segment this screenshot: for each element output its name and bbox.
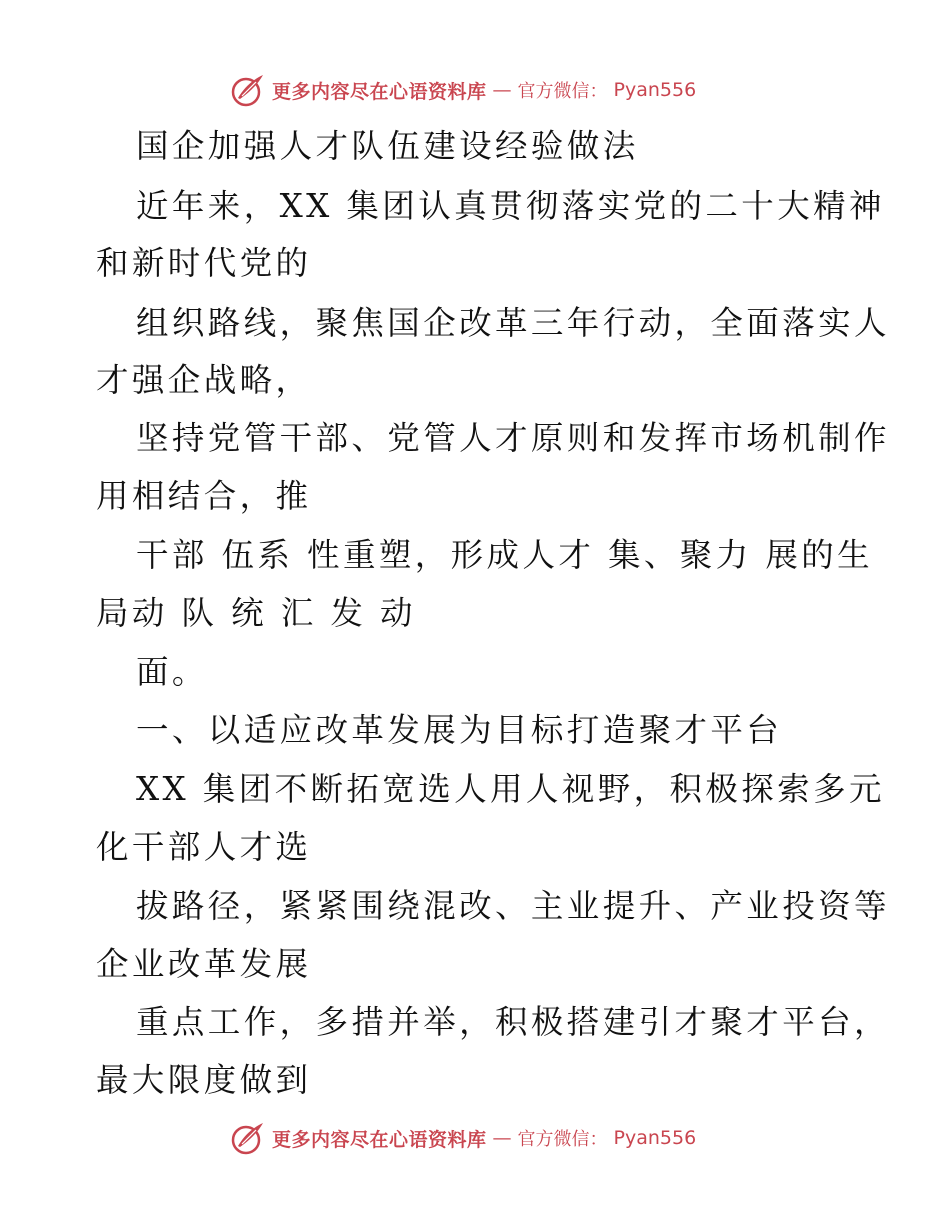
paragraph-line: 近年来，XX 集团认真贯彻落实党的二十大精神	[136, 187, 885, 225]
banner-wechat-label: 官方微信：	[517, 81, 608, 102]
paragraph-line: 企业改革发展	[96, 945, 312, 983]
paragraph-line: 组织路线，聚焦国企改革三年行动，全面落实人	[136, 304, 890, 342]
paragraph-line: XX 集团不断拓宽选人用人视野，积极探索多元	[136, 770, 885, 808]
paragraph-line: 最大限度做到	[96, 1061, 312, 1099]
banner-brand: 更多内容尽在心语资料库	[272, 1128, 487, 1151]
paragraph-line: 用相结合，推	[96, 477, 312, 515]
feather-quill-logo-icon	[230, 1120, 266, 1156]
banner-wechat-id: Pyan556	[613, 1127, 697, 1149]
paragraph-line: 和新时代党的	[96, 244, 312, 282]
paragraph-line: 面。	[136, 653, 208, 691]
banner-separator: —	[492, 79, 512, 101]
banner-wechat-id: Pyan556	[613, 79, 697, 101]
banner-wechat-label: 官方微信：	[517, 1129, 608, 1150]
paragraph-line: 局动 队 统 汇 发 动	[96, 594, 416, 632]
paragraph-line: 重点工作，多措并举，积极搭建引才聚才平台，	[136, 1003, 890, 1041]
banner-separator: —	[492, 1127, 512, 1149]
header-banner	[230, 70, 730, 110]
banner-brand: 更多内容尽在心语资料库	[272, 80, 487, 103]
paragraph-line: 才强企战略，	[96, 361, 312, 399]
footer-banner	[230, 1118, 730, 1158]
paragraph-line: 干部 伍系 性重塑，形成人才 集、聚力 展的生	[136, 536, 874, 574]
feather-quill-logo-icon	[230, 72, 266, 108]
paragraph-line: 化干部人才选	[96, 828, 312, 866]
paragraph-line: 拔路径，紧紧围绕混改、主业提升、产业投资等	[136, 887, 890, 925]
section-heading: 一、以适应改革发展为目标打造聚才平台	[136, 711, 783, 749]
document-title: 国企加强人才队伍建设经验做法	[136, 127, 639, 165]
paragraph-line: 坚持党管干部、党管人才原则和发挥市场机制作	[136, 419, 890, 457]
